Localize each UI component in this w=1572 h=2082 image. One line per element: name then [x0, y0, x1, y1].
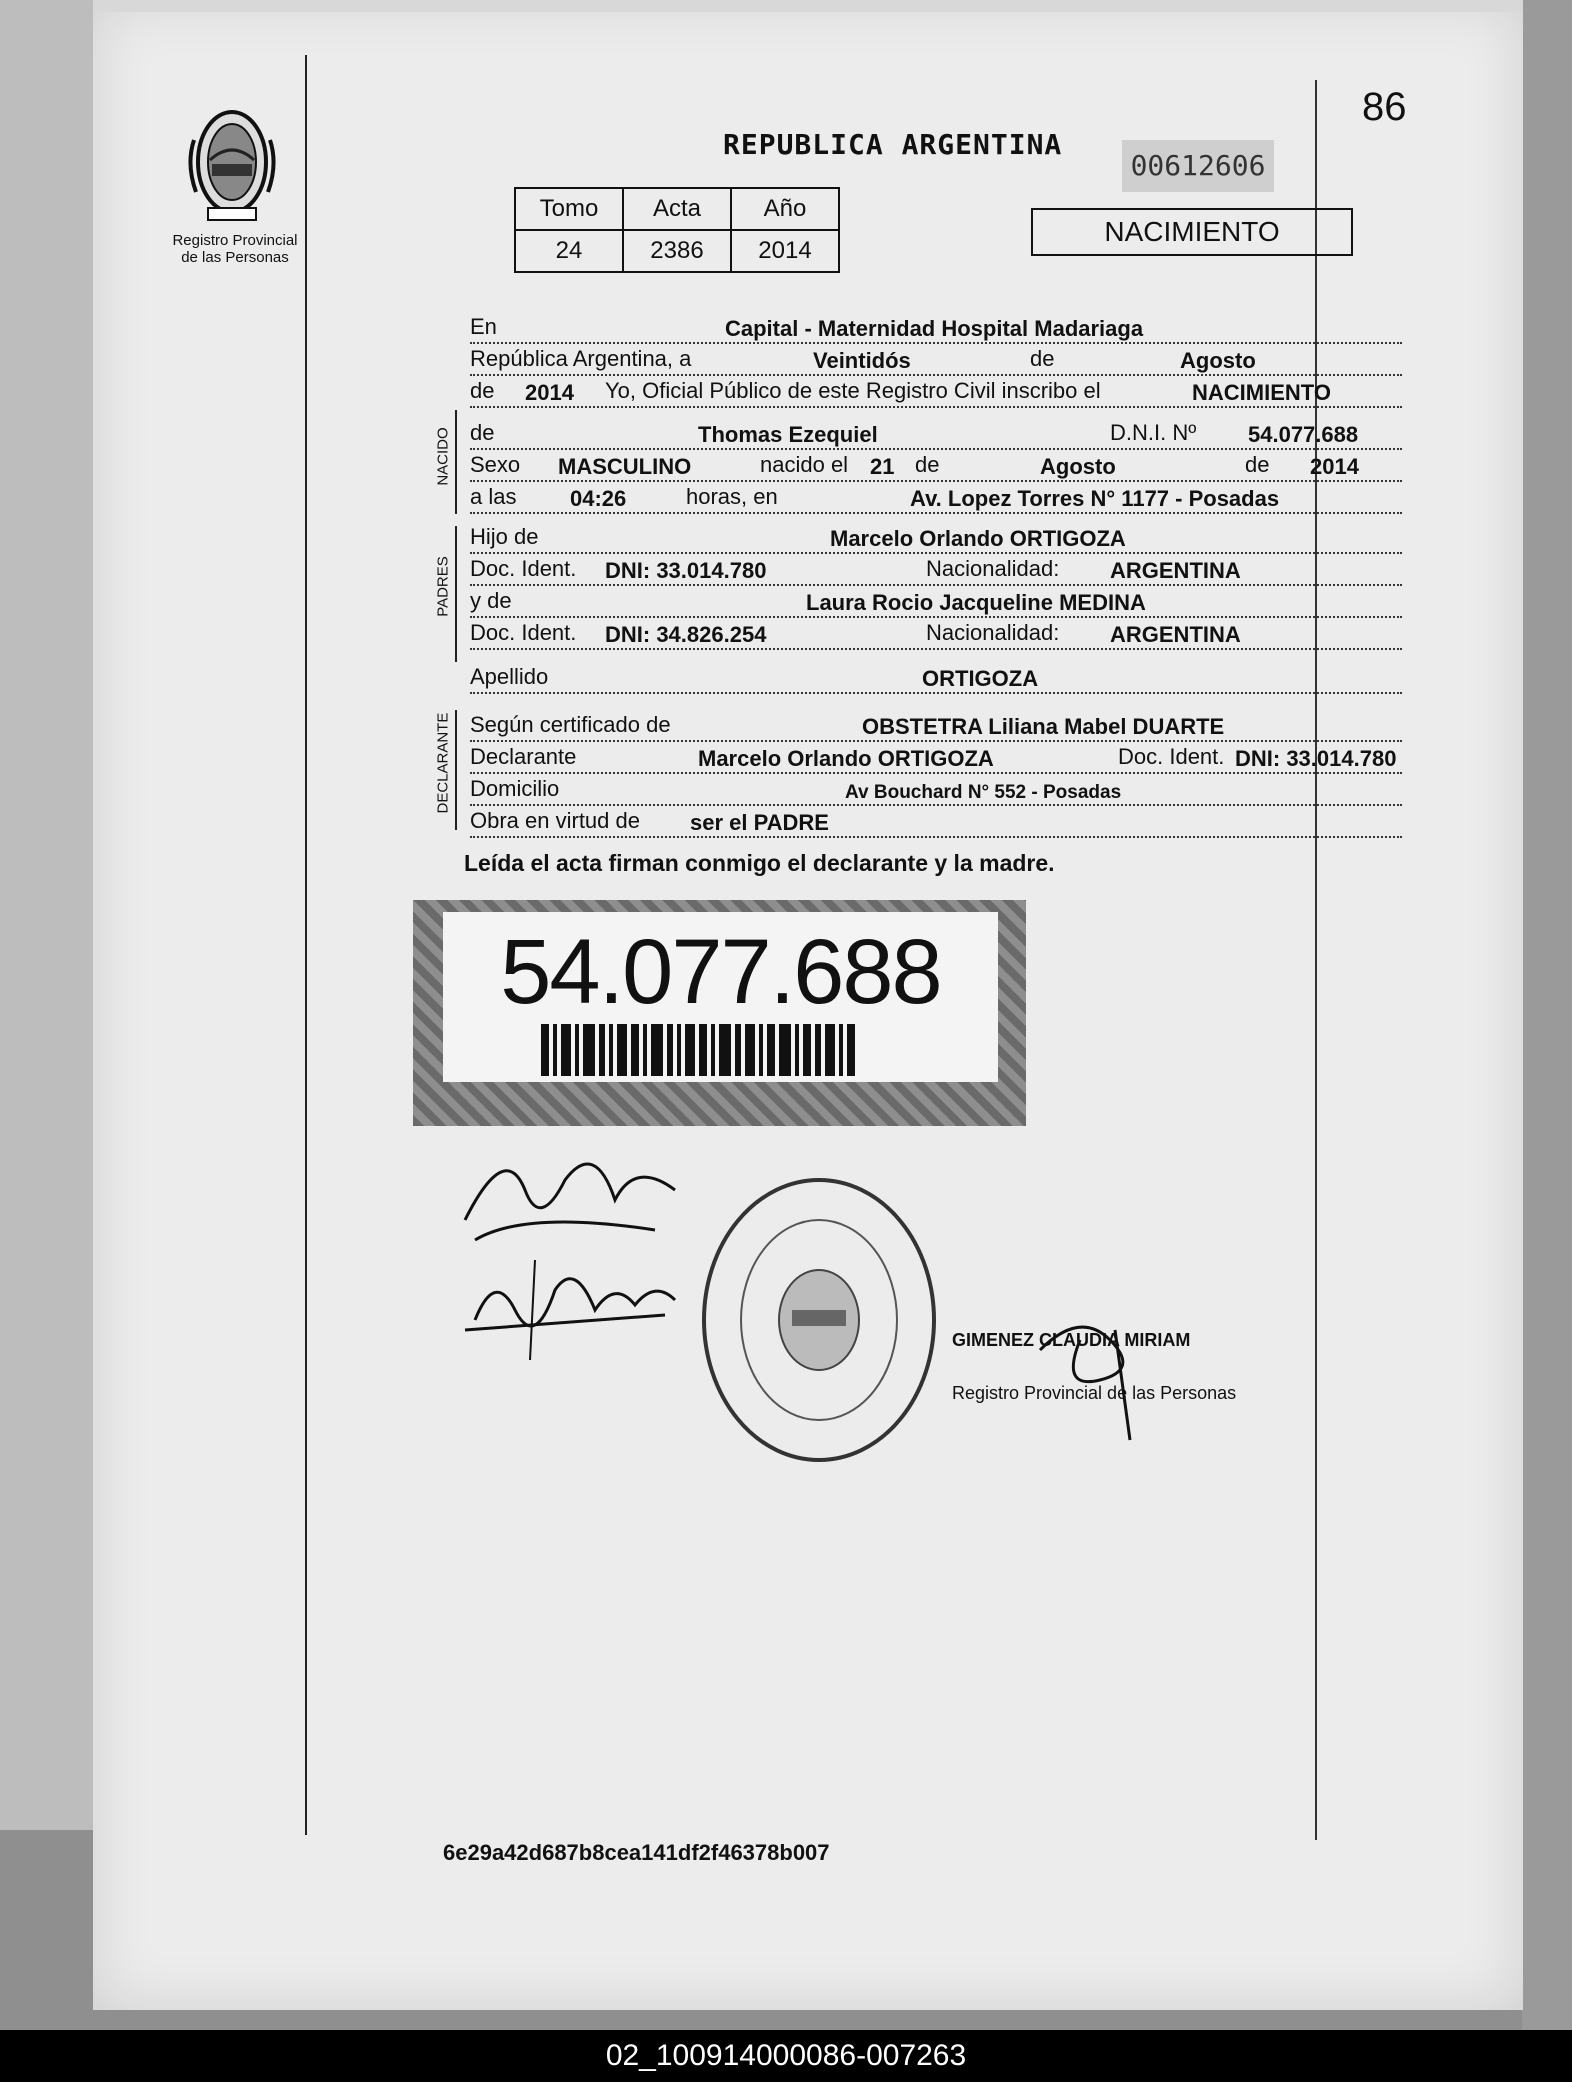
de-label: de	[1030, 346, 1055, 371]
certificado-value: OBSTETRA Liliana Mabel DUARTE	[862, 714, 1225, 739]
acta-header: Acta	[623, 188, 731, 230]
registry-table	[514, 187, 840, 273]
padres-side-label: PADRES	[434, 556, 452, 617]
oficial-text: Yo, Oficial Público de este Registro Civil inscribo el	[605, 378, 1101, 403]
signatory-org: Registro Provincial de las Personas	[952, 1383, 1237, 1403]
row-declarante	[470, 742, 1402, 776]
nacionalidad-label: Nacionalidad:	[926, 556, 1060, 581]
registry-table-values	[515, 230, 839, 272]
registry-table-header	[515, 188, 839, 230]
tomo-header: Tomo	[515, 188, 623, 230]
declarante-doc-label: Doc. Ident.	[1118, 744, 1225, 769]
doc-ident-label: Doc. Ident.	[470, 620, 577, 645]
declarante-label: Declarante	[470, 744, 577, 769]
scan-background-right	[1522, 0, 1572, 2030]
tomo-value: 24	[515, 230, 623, 272]
row-father	[470, 522, 1402, 556]
father-nationality: ARGENTINA	[1110, 558, 1241, 583]
footer-id: 02_100914000086-007263	[0, 2030, 1572, 2082]
hijo-label: Hijo de	[470, 524, 539, 549]
provincial-emblem-icon	[182, 100, 282, 228]
domicilio-label: Domicilio	[470, 776, 560, 801]
row-mother	[470, 586, 1402, 620]
year-value: 2014	[525, 380, 574, 405]
declarante-value: Marcelo Orlando ORTIGOZA	[698, 746, 994, 771]
month-value: Agosto	[1180, 348, 1256, 373]
birth-year: 2014	[1310, 454, 1359, 479]
row-hora	[470, 482, 1402, 516]
row-sexo	[470, 450, 1402, 484]
top-edge	[93, 0, 1523, 12]
de-label: de	[1245, 452, 1270, 477]
certificado-label: Según certificado de	[470, 712, 671, 737]
row-obra	[470, 806, 1402, 840]
margin-line	[305, 55, 307, 1835]
declarante-side-label: DECLARANTE	[434, 712, 452, 814]
record-type-box: NACIMIENTO	[1031, 208, 1353, 256]
row-father-doc	[470, 554, 1402, 588]
a-las-label: a las	[470, 484, 517, 509]
de-label: de	[470, 420, 495, 445]
de-label: de	[470, 378, 495, 403]
acta-value: 2386	[623, 230, 731, 272]
horas-en-label: horas, en	[686, 484, 778, 509]
signatory-name: GIMENEZ CLAUDIA MIRIAM	[952, 1330, 1191, 1350]
de-label: de	[915, 452, 940, 477]
doc-ident-label: Doc. Ident.	[470, 556, 577, 581]
inscribo-value: NACIMIENTO	[1192, 380, 1331, 405]
dni-sticker-label	[443, 912, 998, 1082]
birth-month: Agosto	[1040, 454, 1116, 479]
obra-label: Obra en virtud de	[470, 808, 640, 833]
father-doc: DNI: 33.014.780	[605, 558, 767, 583]
nacionalidad-label: Nacionalidad:	[926, 620, 1060, 645]
mother-name: Laura Rocio Jacqueline MEDINA	[806, 590, 1146, 615]
obra-value: ser el PADRE	[690, 810, 829, 835]
row-date	[470, 344, 1402, 378]
dni-label: D.N.I. Nº	[1110, 420, 1197, 445]
republica-label: República Argentina, a	[470, 346, 692, 371]
anio-header: Año	[731, 188, 839, 230]
child-name: Thomas Ezequiel	[698, 422, 878, 447]
birth-time: 04:26	[570, 486, 627, 511]
declarante-doc: DNI: 33.014.780	[1235, 746, 1397, 771]
official-signature-icon	[1020, 1300, 1170, 1450]
sexo-label: Sexo	[470, 452, 521, 477]
dni-sticker	[413, 900, 1026, 1126]
birth-place: Av. Lopez Torres N° 1177 - Posadas	[910, 486, 1280, 511]
declarante-bracket	[455, 710, 457, 830]
registry-title-line2: de las Personas	[181, 249, 289, 266]
mother-doc: DNI: 34.826.254	[605, 622, 767, 647]
document-hash: 6e29a42d687b8cea141df2f46378b007	[443, 1840, 830, 1865]
serial-number: 00612606	[1122, 140, 1274, 192]
row-en	[470, 312, 1402, 346]
padres-bracket	[455, 526, 457, 662]
closing-text: Leída el acta firman conmigo el declarante y la madre.	[464, 850, 1055, 876]
domicilio-value: Av Bouchard N° 552 - Posadas	[845, 782, 1122, 803]
row-oficial	[470, 376, 1402, 410]
row-name	[470, 418, 1402, 452]
en-label: En	[470, 314, 497, 339]
apellido-label: Apellido	[470, 664, 549, 689]
nacido-side-label: NACIDO	[434, 427, 452, 486]
row-mother-doc	[470, 618, 1402, 652]
nacido-el-label: nacido el	[760, 452, 849, 477]
day-words: Veintidós	[813, 348, 911, 373]
sexo-value: MASCULINO	[558, 454, 692, 479]
barcode-icon	[541, 1024, 906, 1076]
father-name: Marcelo Orlando ORTIGOZA	[830, 526, 1126, 551]
row-certificado	[470, 710, 1402, 744]
birth-day: 21	[870, 454, 895, 479]
y-de-label: y de	[470, 588, 512, 613]
page-number: 86	[1362, 85, 1407, 129]
official-seal-icon	[692, 1170, 947, 1470]
dni-value: 54.077.688	[1248, 422, 1359, 447]
anio-value: 2014	[731, 230, 839, 272]
mother-nationality: ARGENTINA	[1110, 622, 1241, 647]
row-apellido	[470, 662, 1402, 696]
country-title: REPUBLICA ARGENTINA	[723, 128, 1063, 161]
registry-title-line1: Registro Provincial	[172, 232, 298, 249]
row-domicilio	[470, 774, 1402, 808]
surname-value: ORTIGOZA	[922, 666, 1039, 691]
signatures-icon	[445, 1120, 695, 1360]
registry-title	[150, 232, 320, 266]
place-value: Capital - Maternidad Hospital Madariaga	[725, 316, 1144, 341]
dni-sticker-number: 54.077.688	[500, 921, 941, 1023]
nacido-bracket	[455, 410, 457, 514]
